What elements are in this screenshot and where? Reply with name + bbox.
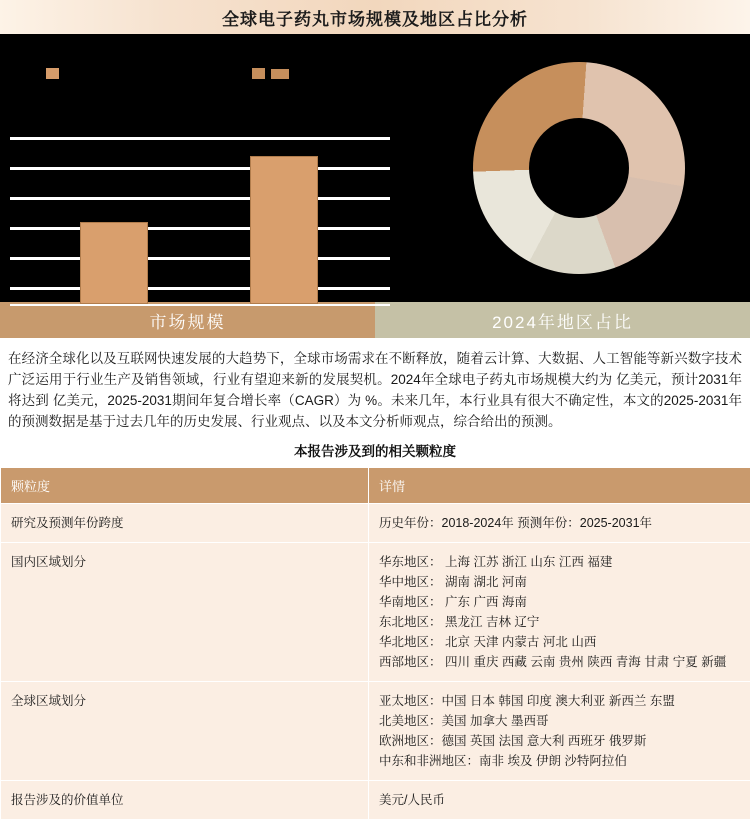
row-detail [369, 781, 750, 820]
row-detail-line: 华中地区： 湖南 湖北 河南 [379, 575, 527, 589]
table-header-row [1, 468, 750, 504]
bar-2031 [250, 156, 318, 304]
bar-plot-area [10, 131, 390, 306]
row-detail-line: 西部地区： 四川 重庆 西藏 云南 贵州 陕西 青海 甘肃 宁夏 新疆 [379, 655, 727, 669]
row-detail [369, 504, 750, 543]
bar-chart-legend [0, 60, 400, 90]
donut-graphic [473, 62, 685, 274]
row-detail-line: 东北地区： 黑龙江 吉林 辽宁 [379, 615, 540, 629]
row-detail-line: 中东和非洲地区：南非 埃及 伊朗 沙特阿拉伯 [379, 754, 627, 768]
table-row [1, 682, 750, 781]
legend-item-2 [252, 68, 289, 79]
row-detail-line: 历史年份：2018-2024年 预测年份：2025-2031年 [379, 516, 653, 530]
table-row [1, 543, 750, 682]
tab-region-share-label: 2024年地区占比 [492, 312, 633, 332]
tab-bar [0, 302, 750, 338]
bar-2024 [80, 222, 148, 304]
row-label: 报告涉及的价值单位 [1, 781, 369, 820]
x-axis [10, 304, 390, 306]
row-detail-line: 美元/人民币 [379, 793, 445, 807]
legend-swatch-icon [46, 68, 59, 79]
tab-market-size[interactable] [0, 302, 375, 338]
donut-chart [400, 34, 750, 302]
table-caption: 本报告涉及到的相关颗粒度 [294, 444, 456, 459]
row-detail [369, 682, 750, 781]
row-label: 全球区域划分 [1, 682, 369, 781]
row-detail-line: 北美地区：美国 加拿大 墨西哥 [379, 714, 549, 728]
summary-paragraph: 在经济全球化以及互联网快速发展的大趋势下，全球市场需求在不断释放，随着云计算、大数据、人工智能等新兴数字技术广泛运用于行业生产及销售领域，行业有望迎来新的发展契机。2024年全球电子药丸市场规模大约为 亿美元，预计2031年将达到 亿美元，2025-2031期间年复合增长率（CAGR）为 %。未来几年，本行业具有很大不确定性，本文的2025-2031年的预测数据是基于过去几年的历史发展、行业观点、以及本文分析师观点，综合给出的预测。 [8, 351, 742, 429]
page-title: 全球电子药丸市场规模及地区占比分析 [222, 9, 528, 29]
row-label: 研究及预测年份跨度 [1, 504, 369, 543]
row-detail-line: 华北地区： 北京 天津 内蒙古 河北 山西 [379, 635, 597, 649]
granularity-table [0, 467, 750, 820]
row-label: 国内区域划分 [1, 543, 369, 682]
row-detail-line: 欧洲地区：德国 英国 法国 意大利 西班牙 俄罗斯 [379, 734, 647, 748]
legend-swatch-icon [252, 68, 265, 79]
legend-item-1 [46, 68, 65, 79]
table-header-detail: 详情 [369, 468, 750, 504]
table-header-granularity: 颗粒度 [1, 468, 369, 504]
row-detail [369, 543, 750, 682]
tab-market-size-label: 市场规模 [149, 312, 226, 332]
table-row [1, 504, 750, 543]
bar-chart [0, 34, 400, 302]
title-banner [0, 0, 750, 34]
row-detail-line: 亚太地区：中国 日本 韩国 印度 澳大利亚 新西兰 东盟 [379, 694, 675, 708]
row-detail-line: 华南地区： 广东 广西 海南 [379, 595, 527, 609]
row-detail-line: 华东地区： 上海 江苏 浙江 山东 江西 福建 [379, 555, 613, 569]
bars [10, 131, 390, 306]
tab-region-share[interactable] [375, 302, 750, 338]
charts-band [0, 34, 750, 302]
legend-item-2-label [271, 69, 289, 79]
table-row [1, 781, 750, 820]
donut-hole [529, 118, 629, 218]
